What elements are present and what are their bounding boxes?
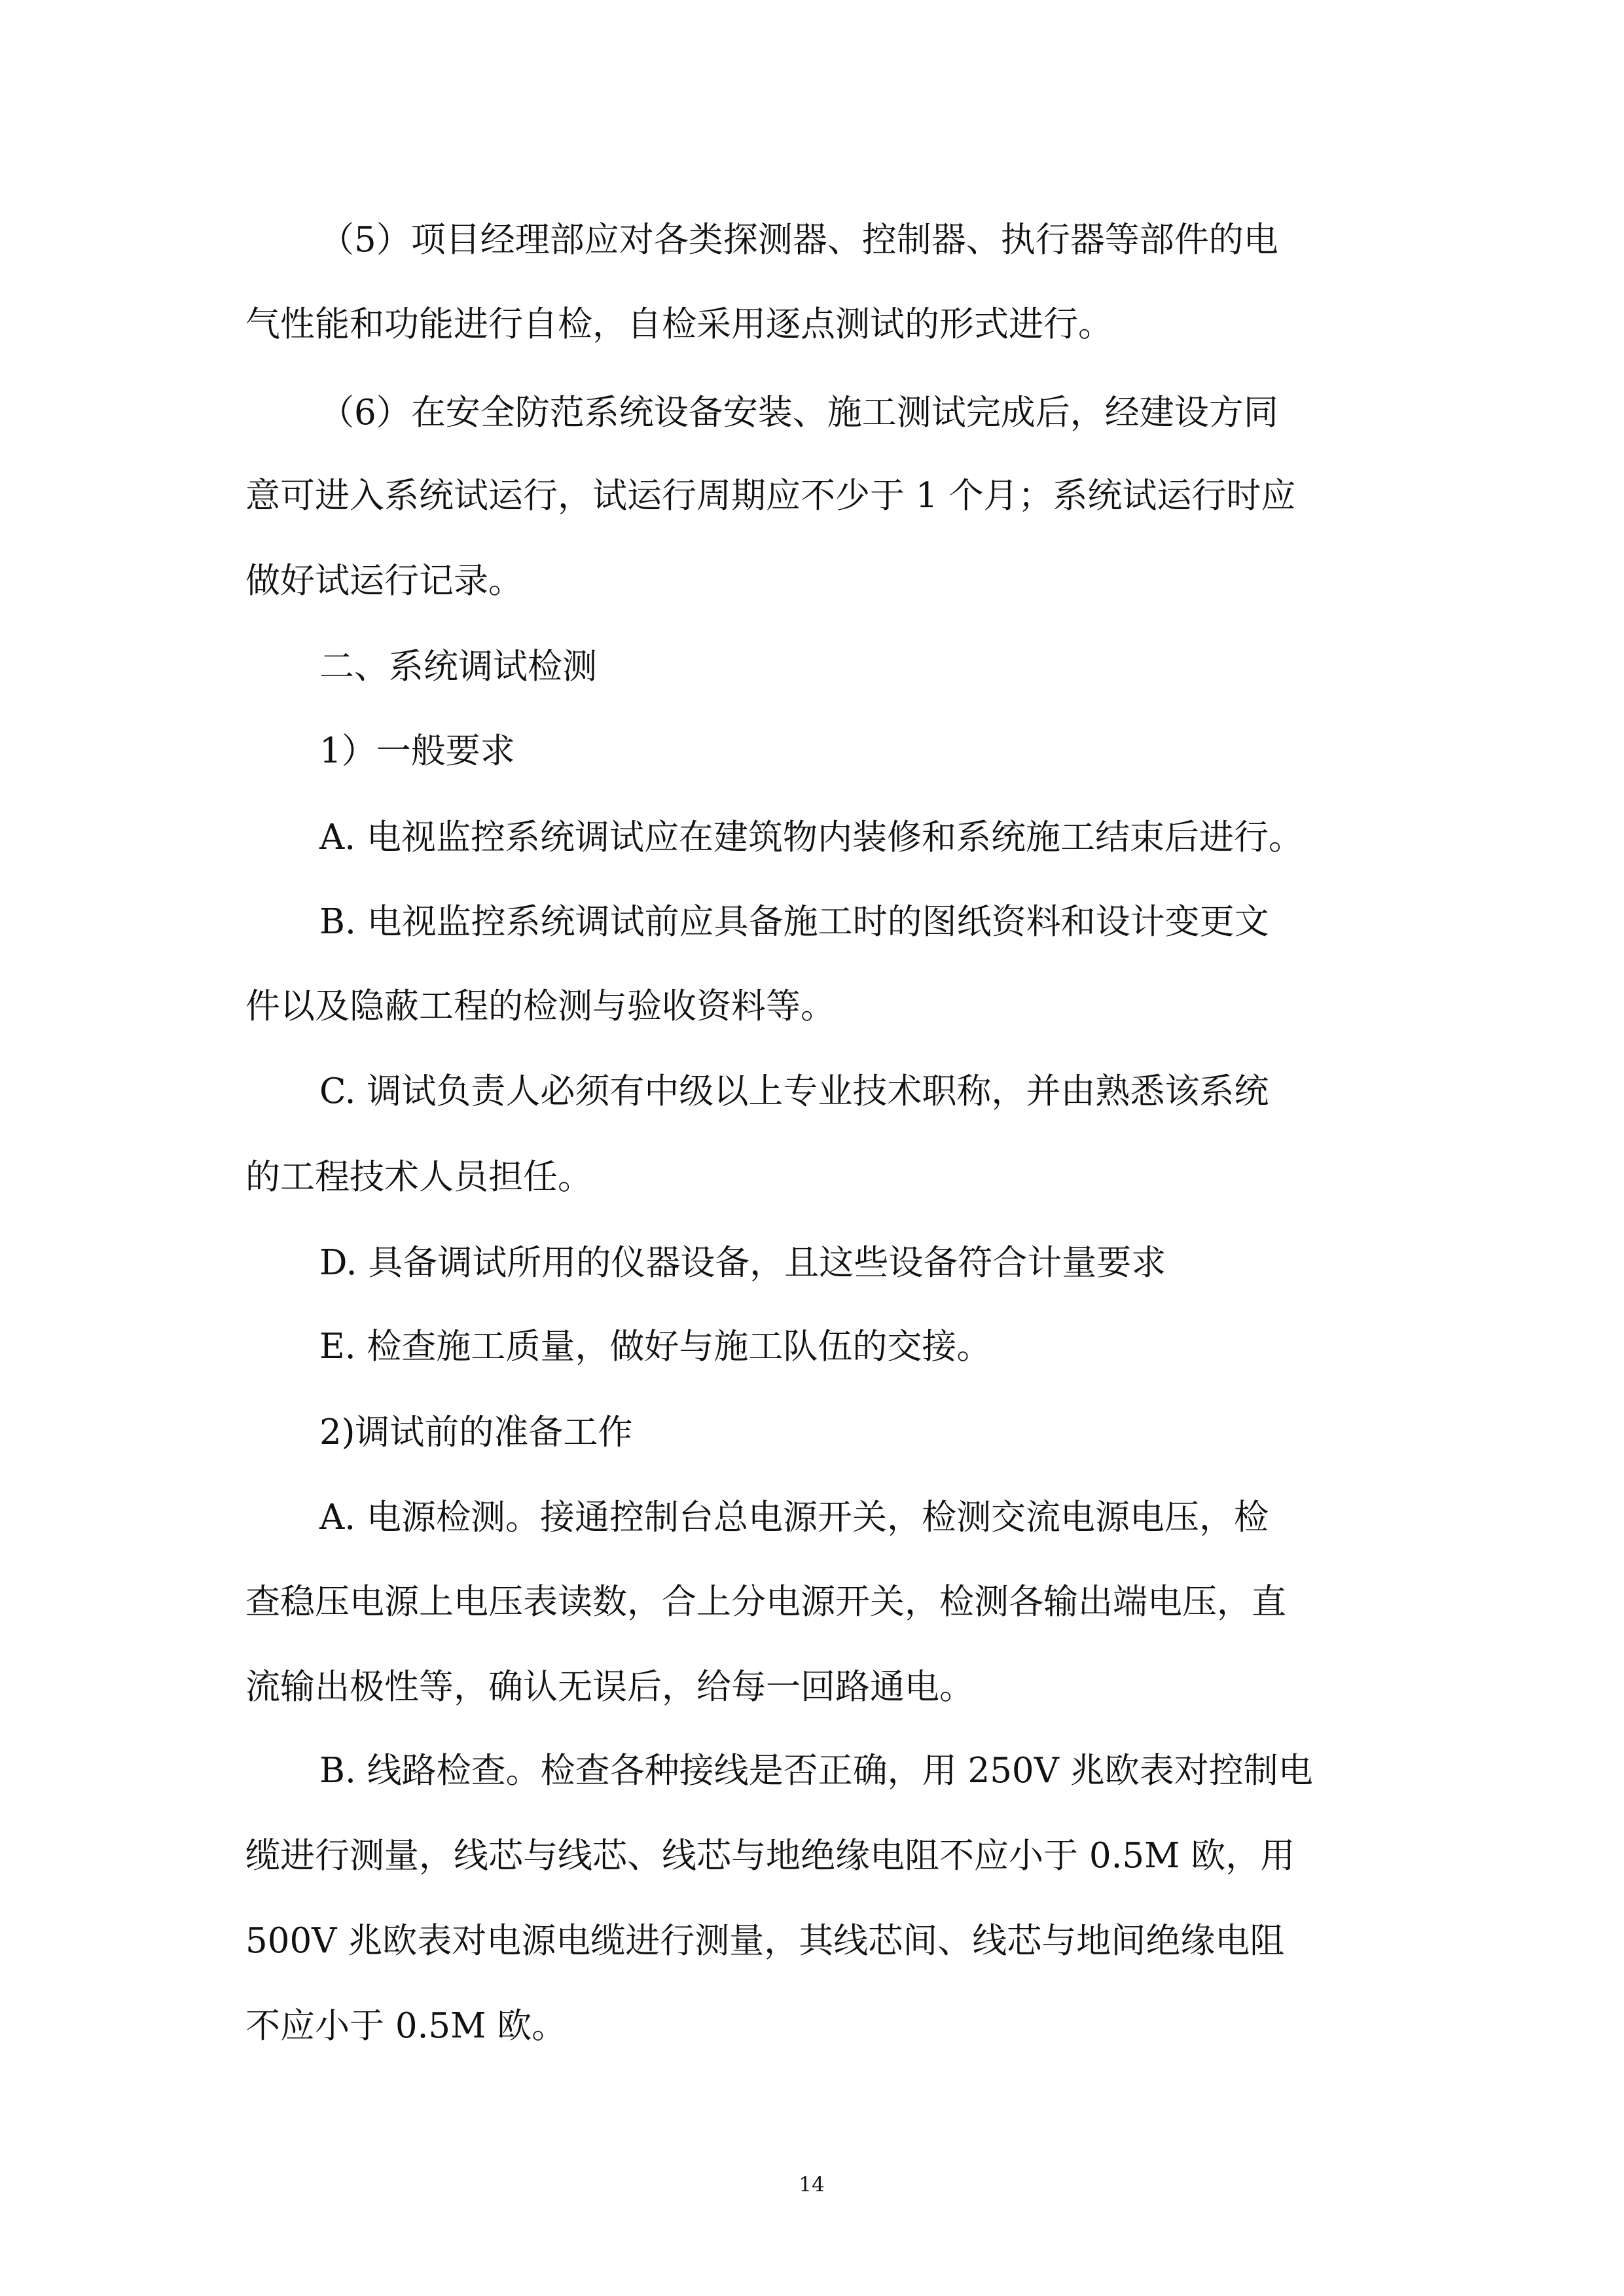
paragraph-line: C. 调试负责人必须有中级以上专业技术职称，并由熟悉该系统 bbox=[319, 1071, 1269, 1111]
paragraph-line: 的工程技术人员担任。 bbox=[245, 1157, 592, 1197]
paragraph-line: 500V 兆欧表对电源电缆进行测量，其线芯间、线芯与地间绝缘电阻 bbox=[245, 1921, 1285, 1961]
paragraph-line: B. 电视监控系统调试前应具备施工时的图纸资料和设计变更文 bbox=[319, 902, 1269, 942]
paragraph-line: （5）项目经理部应对各类探测器、控制器、执行器等部件的电 bbox=[319, 220, 1278, 260]
paragraph-line: 意可进入系统试运行，试运行周期应不少于 1 个月；系统试运行时应 bbox=[245, 476, 1296, 516]
paragraph-line: 做好试运行记录。 bbox=[245, 561, 523, 601]
paragraph-line: A. 电视监控系统调试应在建筑物内装修和系统施工结束后进行。 bbox=[319, 817, 1303, 857]
paragraph-line: 件以及隐蔽工程的检测与验收资料等。 bbox=[245, 986, 835, 1026]
subsection-heading: 2)调试前的准备工作 bbox=[319, 1412, 633, 1452]
paragraph-line: E. 检查施工质量，做好与施工队伍的交接。 bbox=[319, 1327, 992, 1367]
paragraph-line: B. 线路检查。检查各种接线是否正确，用 250V 兆欧表对控制电 bbox=[319, 1751, 1313, 1791]
paragraph-line: 缆进行测量，线芯与线芯、线芯与地绝缘电阻不应小于 0.5M 欧，用 bbox=[245, 1836, 1295, 1876]
paragraph-line: 不应小于 0.5M 欧。 bbox=[245, 2006, 567, 2046]
paragraph-line: 气性能和功能进行自检，自检采用逐点测试的形式进行。 bbox=[245, 304, 1113, 344]
paragraph-line: D. 具备调试所用的仪器设备，且这些设备符合计量要求 bbox=[319, 1243, 1166, 1283]
section-heading: 二、系统调试检测 bbox=[319, 647, 597, 687]
page-number: 14 bbox=[799, 2173, 825, 2197]
paragraph-line: （6）在安全防范系统设备安装、施工测试完成后，经建设方同 bbox=[319, 393, 1278, 433]
paragraph-line: 查稳压电源上电压表读数，合上分电源开关，检测各输出端电压，直 bbox=[245, 1582, 1286, 1622]
paragraph-line: A. 电源检测。接通控制台总电源开关，检测交流电源电压，检 bbox=[319, 1498, 1269, 1537]
paragraph-line: 流输出极性等，确认无误后，给每一回路通电。 bbox=[245, 1667, 974, 1707]
subsection-heading: 1）一般要求 bbox=[319, 731, 515, 771]
